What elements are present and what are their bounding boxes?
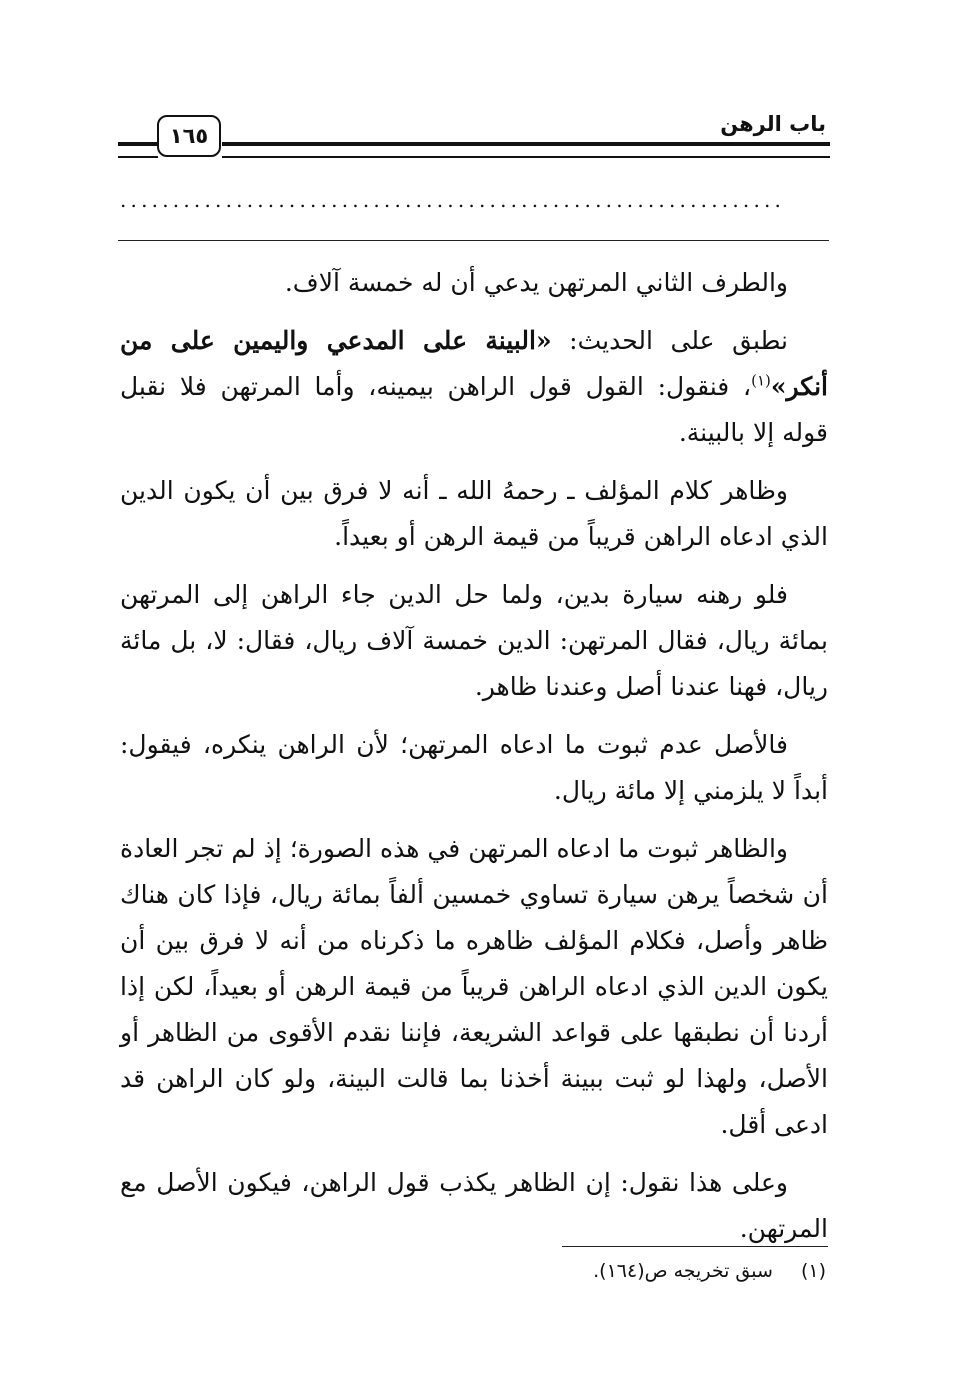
footnote-marker: (١): [800, 1260, 826, 1282]
separator-line: [118, 240, 829, 241]
paragraph-2-rest: ، فنقول: القول قول الراهن بيمينه، وأما المرتهن فلا نقبل قوله إلا بالبينة.: [120, 372, 828, 447]
paragraph-4: فلو رهنه سيارة بدين، ولما حل الدين جاء الراهن إلى المرتهن بمائة ريال، فقال المرتهن: الدين خمسة آلاف ريال، فقال: لا، بل مائة ريال، فهنا عندنا أصل وعندنا ظاهر.: [120, 580, 828, 701]
header-rule: [222, 142, 830, 158]
footnote-separator: [562, 1246, 828, 1247]
footnote-reference[interactable]: (١): [751, 371, 771, 390]
main-text: [120, 260, 828, 1264]
page-number: ١٦٥: [157, 115, 221, 157]
paragraph-1: والطرف الثاني المرتهن يدعي أن له خمسة آلاف.: [284, 268, 788, 297]
paragraph-2: [120, 318, 828, 456]
paragraph-2-intro: نطبق على الحديث:: [551, 326, 789, 355]
hadith-quote: «البينة على المدعي واليمين على من أنكر»: [120, 326, 828, 401]
running-title: باب الرهن: [720, 112, 826, 136]
paragraph-7: وعلى هذا نقول: إن الظاهر يكذب قول الراهن، فيكون الأصل مع المرتهن.: [120, 1168, 828, 1243]
footnote-text: سبق تخريجه ص(١٦٤).: [593, 1260, 773, 1282]
paragraph-3: وظاهر كلام المؤلف ـ رحمهُ الله ـ أنه لا فرق بين أن يكون الدين الذي ادعاه الراهن قريباً من قيمة الرهن أو بعيداً.: [120, 476, 828, 551]
paragraph-5: فالأصل عدم ثبوت ما ادعاه المرتهن؛ لأن الراهن ينكره، فيقول: أبداً لا يلزمني إلا مائة ريال.: [120, 730, 828, 805]
header-rule-left: [118, 142, 158, 158]
paragraph-6: والظاهر ثبوت ما ادعاه المرتهن في هذه الصورة؛ إذ لم تجر العادة أن شخصاً يرهن سيارة تساوي خمسين ألفاً بمائة ريال، فإذا كان هناك ظاهر وأصل، فكلام المؤلف ظاهره ما ذكرناه من أنه لا فرق بين أن يكون الدين الذي ادعاه الراهن قريباً من قيمة الرهن أو بعيداً، لكن إذا أردنا أن نطبقها على قواعد الشريعة، فإننا نقدم الأقوى من الظاهر أو الأصل، ولهذا لو ثبت ببينة أخذنا بما قالت البينة، ولو كان الراهن قد ادعى أقل.: [120, 834, 828, 1139]
dotted-separator: ...............................................................: [120, 188, 786, 210]
footnote: [593, 1260, 826, 1282]
